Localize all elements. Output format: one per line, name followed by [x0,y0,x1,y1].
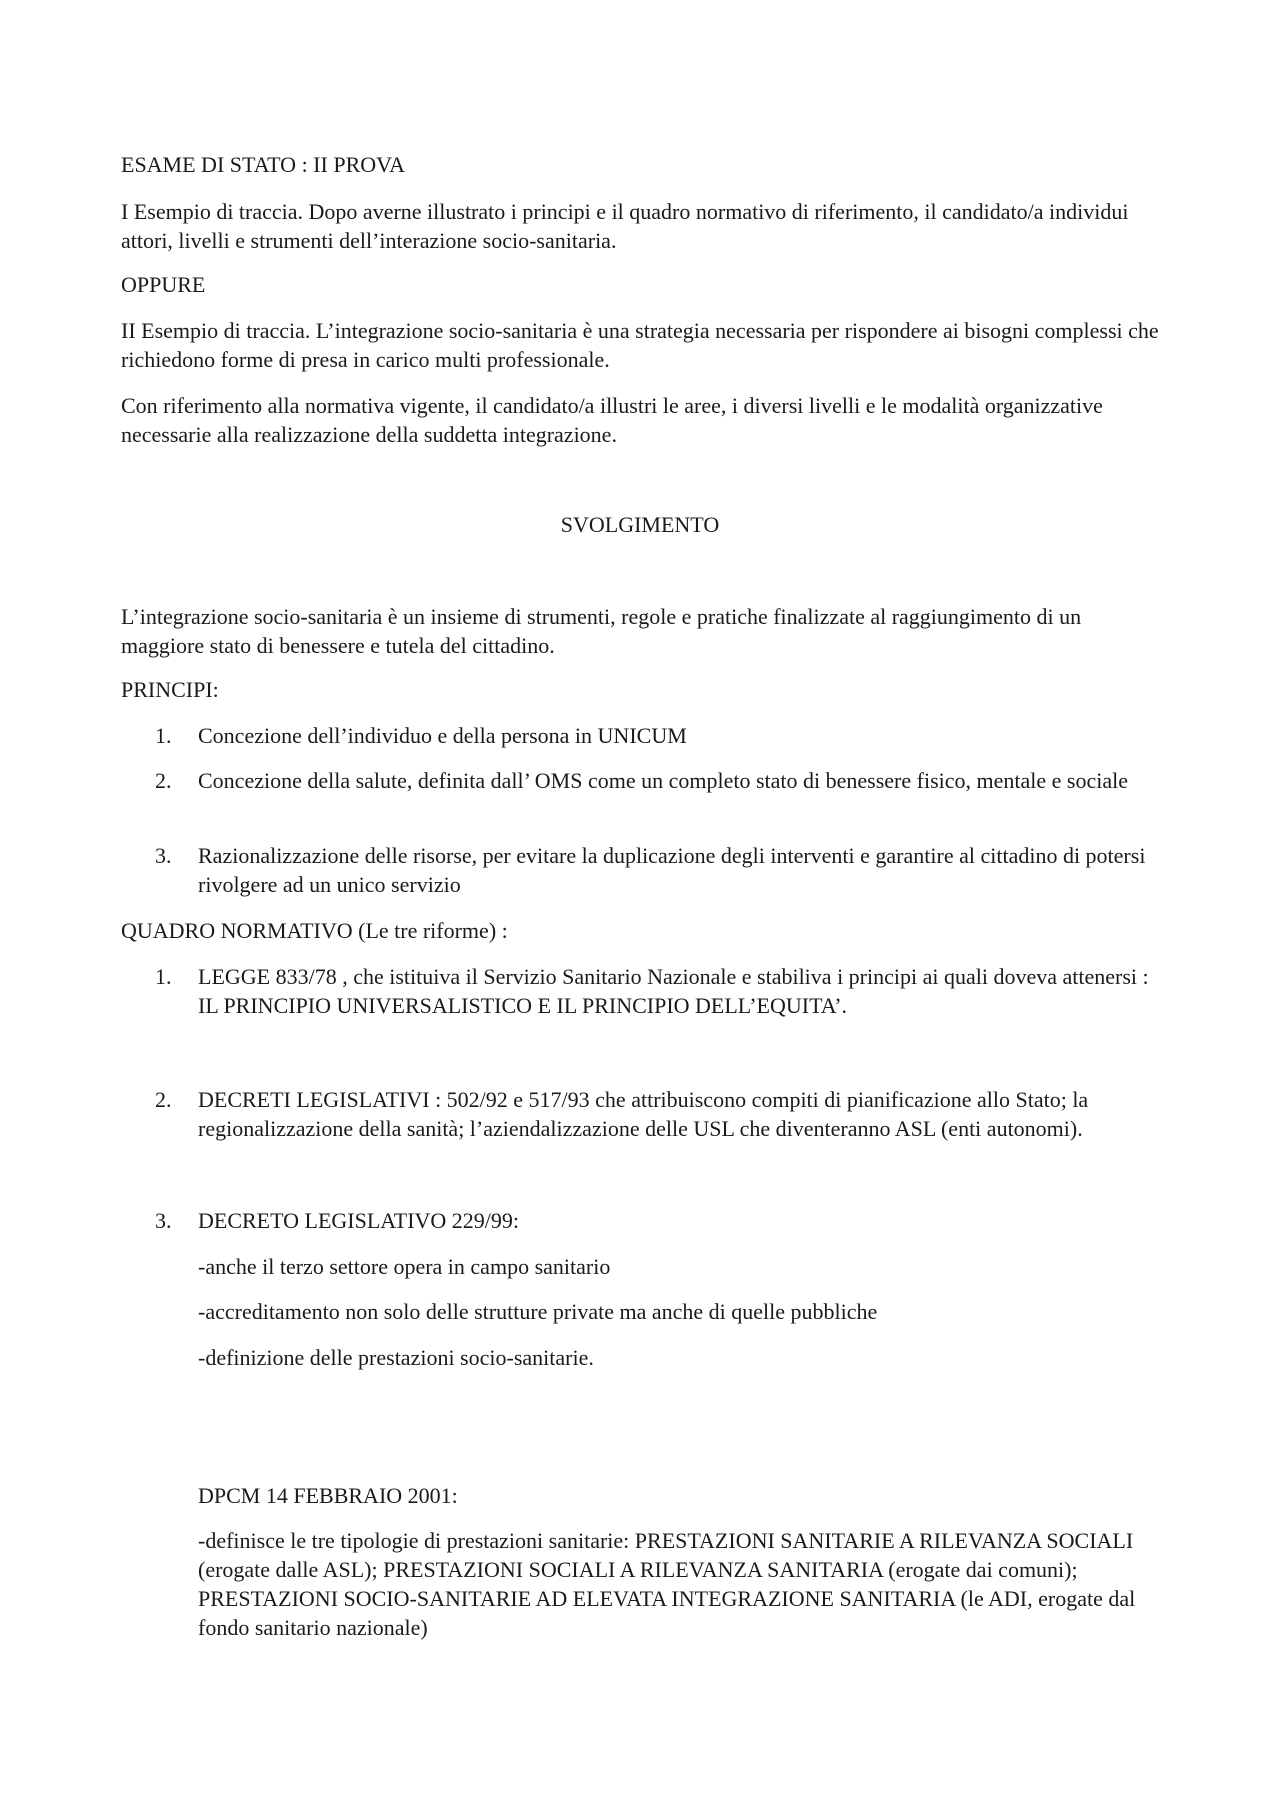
list-number: 2. [155,1087,172,1112]
list-number: 3. [155,1208,172,1233]
list-number: 3. [155,843,172,868]
list-item: Concezione della salute, definita dall’ OMS come un completo stato di benessere fisico, mentale e sociale [198,768,1129,793]
dpcm-text: -definisce le tre tipologie di prestazioni sanitarie: PRESTAZIONI SANITARIE A RILEVANZA SOCIALI (erogate dalle ASL); PRESTAZIONI SOCIALI A RILEVANZA SANITARIA (erogate dai comuni); PRESTAZIONI SOCIO-SANITARIE AD ELEVATA INTEGRAZIONE SANITARIA (le ADI, erogate dal fondo sanitario nazionale) [198,1528,1136,1640]
oppure-label: OPPURE [121,272,206,297]
traccia-second: II Esempio di traccia. L’integrazione socio-sanitaria è una strategia necessaria per rispondere ai bisogni complessi che richiedono forme di presa in carico multi professionale. [121,318,1159,372]
list-number: 1. [155,964,172,989]
decreto-point: -accreditamento non solo delle strutture private ma anche di quelle pubbliche [198,1299,878,1324]
decreto-point: -anche il terzo settore opera in campo sanitario [198,1254,611,1279]
list-item: Razionalizzazione delle risorse, per evitare la duplicazione degli interventi e garantire al cittadino di potersi rivolgere ad un unico servizio [198,843,1146,897]
dpcm-title: DPCM 14 FEBBRAIO 2001: [198,1483,458,1508]
traccia-third: Con riferimento alla normativa vigente, il candidato/a illustri le aree, i diversi livelli e le modalità organizzative necessarie alla realizzazione della suddetta integrazione. [121,393,1103,447]
list-item: LEGGE 833/78 , che istituiva il Servizio Sanitario Nazionale e stabiliva i principi ai quali doveva attenersi : IL PRINCIPIO UNIVERSALISTICO E IL PRINCIPIO DELL’EQUITA’. [198,964,1149,1018]
principi-heading: PRINCIPI: [121,677,219,702]
list-number: 1. [155,723,172,748]
list-item: Concezione dell’individuo e della persona in UNICUM [198,723,687,748]
list-item: DECRETI LEGISLATIVI : 502/92 e 517/93 che attribuiscono compiti di pianificazione allo Stato; la regionalizzazione della sanità; l’aziendalizzazione delle USL che diventeranno ASL (enti autonomi). [198,1087,1089,1141]
quadro-heading: QUADRO NORMATIVO (Le tre riforme) : [121,918,508,943]
list-item: DECRETO LEGISLATIVO 229/99: [198,1208,520,1233]
decreto-point: -definizione delle prestazioni socio-sanitarie. [198,1345,594,1370]
svolgimento-intro: L’integrazione socio-sanitaria è un insieme di strumenti, regole e pratiche finalizzate al raggiungimento di un maggiore stato di benessere e tutela del cittadino. [121,604,1082,658]
svolgimento-heading: SVOLGIMENTO [560,512,720,537]
document-title: ESAME DI STATO : II PROVA [121,152,406,177]
list-number: 2. [155,768,172,793]
traccia-first: I Esempio di traccia. Dopo averne illustrato i principi e il quadro normativo di riferimento, il candidato/a individui attori, livelli e strumenti dell’interazione socio-sanitaria. [121,199,1129,253]
